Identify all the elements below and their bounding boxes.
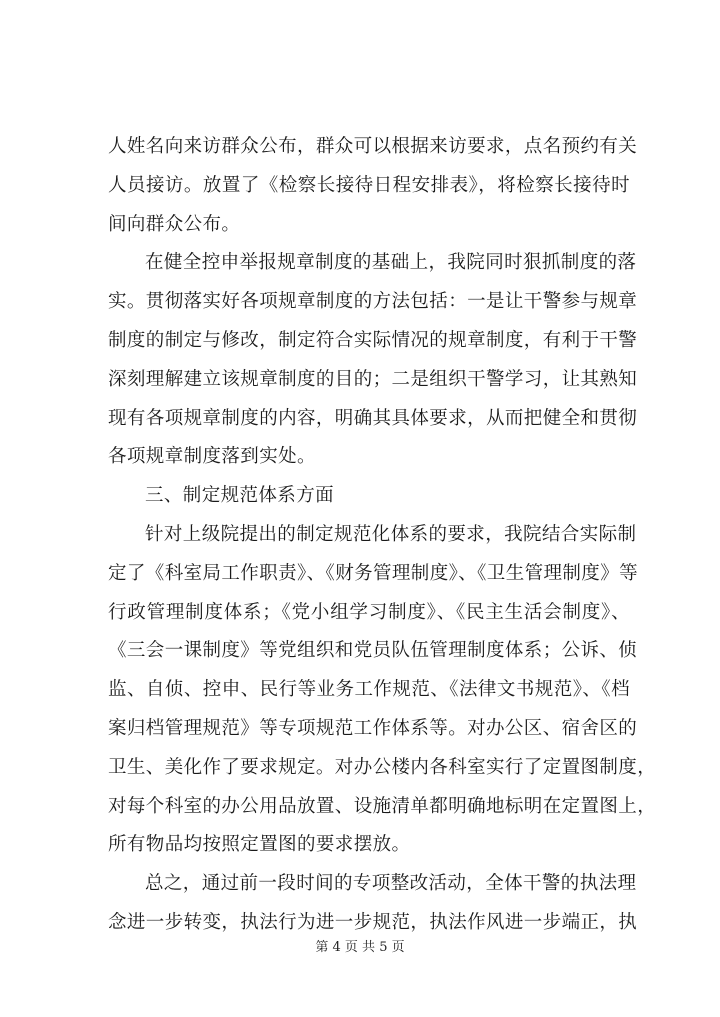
text-line: 间向群众公布。	[108, 213, 241, 235]
text-line: 人姓名向来访群众公布，群众可以根据来访要求，点名预约有关	[108, 136, 638, 157]
text-line: 实。贯彻落实好各项规章制度的方法包括：一是让干警参与规章	[108, 291, 638, 313]
text-line: 制度的制定与修改，制定符合实际情况的规章制度，有利于干警	[108, 329, 638, 351]
text-line: 各项规章制度落到实处。	[108, 446, 316, 468]
text-line: 监、自侦、控申、民行等业务工作规范、《法律文书规范》、《档	[108, 679, 630, 701]
text-line: 对每个科室的办公用品放置、设施清单都明确地标明在定置图上，	[108, 795, 657, 817]
text-line: 定了《科室局工作职责》、《财务管理制度》、《卫生管理制度》等	[108, 562, 639, 584]
paragraph-start-line: 总之，通过前一段时间的专项整改活动，全体干警的执法理	[145, 873, 637, 895]
page-number-footer: 第 4 页 共 5 页	[315, 940, 405, 955]
paragraph-start-line: 在健全控申举报规章制度的基础上，我院同时狠抓制度的落	[145, 252, 637, 274]
text-line: 现有各项规章制度的内容，明确其具体要求，从而把健全和贯彻	[108, 407, 638, 429]
text-line: 深刻理解建立该规章制度的目的；二是组织干警学习，让其熟知	[108, 368, 638, 390]
text-line: 案归档管理规范》等专项规范工作体系等。对办公区、宿舍区的	[108, 717, 638, 739]
section-heading: 三、制定规范体系方面	[145, 485, 335, 507]
paragraph-start-line: 针对上级院提出的制定规范化体系的要求，我院结合实际制	[145, 523, 637, 545]
text-line: 所有物品均按照定置图的要求摆放。	[108, 834, 411, 856]
text-line: 念进一步转变，执法行为进一步规范，执法作风进一步端正，执	[108, 911, 638, 933]
text-line: 《三会一课制度》等党组织和党员队伍管理制度体系；公诉、侦	[108, 640, 638, 662]
text-line: 行政管理制度体系；《党小组学习制度》、《民主生活会制度》、	[108, 601, 630, 623]
document-body	[108, 128, 657, 943]
text-line: 人员接访。放置了《检察长接待日程安排表》，将检察长接待时	[108, 174, 630, 196]
text-line: 卫生、美化作了要求规定。对办公楼内各科室实行了定置图制度，	[108, 756, 657, 778]
